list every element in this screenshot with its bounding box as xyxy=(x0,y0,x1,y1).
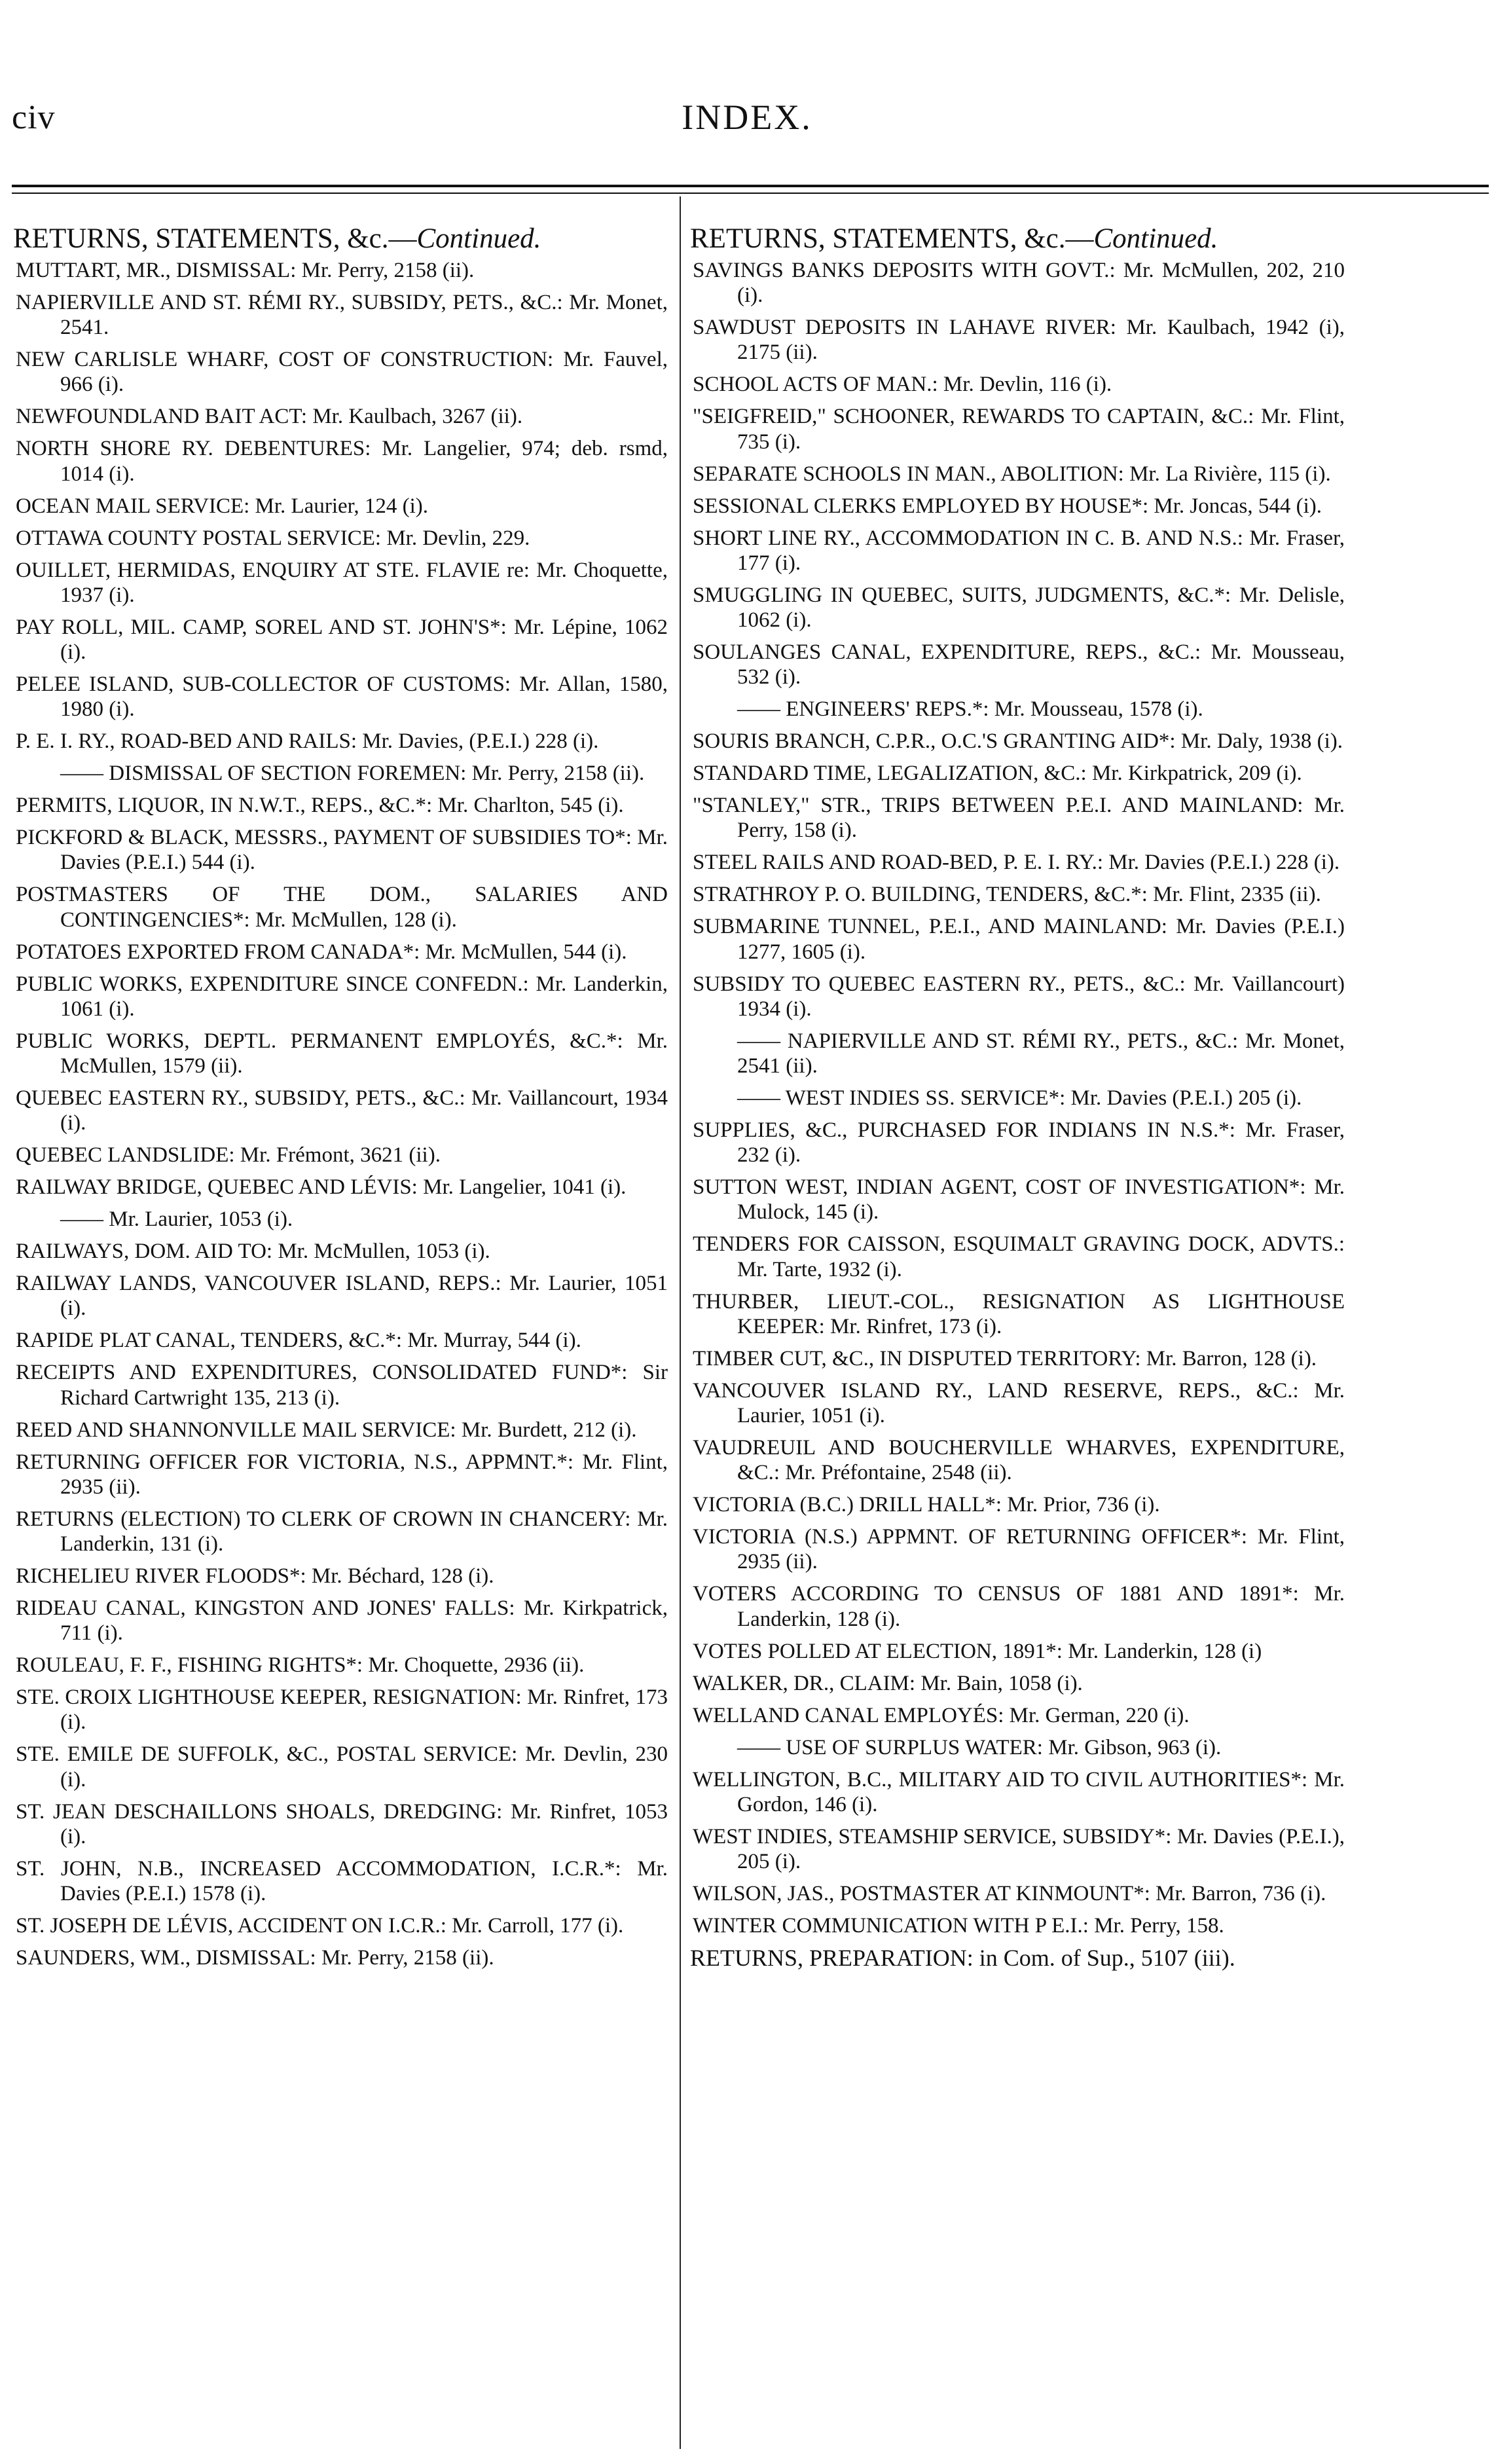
index-entry: —— DISMISSAL OF SECTION FOREMEN: Mr. Perry, 2158 (ii). xyxy=(60,762,645,786)
index-entry: RETURNING OFFICER FOR VICTORIA, N.S., APPMNT.*: Mr. Flint, 2935 (ii). xyxy=(16,1450,668,1499)
index-entry: RIDEAU CANAL, KINGSTON AND JONES' FALLS: Mr. Kirkpatrick, 711 (i). xyxy=(16,1596,668,1646)
index-entry: NEW CARLISLE WHARF, COST OF CONSTRUCTION: Mr. Fauvel, 966 (i). xyxy=(16,348,668,397)
index-entry: SAVINGS BANKS DEPOSITS WITH GOVT.: Mr. McMullen, 202, 210 (i). xyxy=(693,259,1345,308)
index-entry: SUTTON WEST, INDIAN AGENT, COST OF INVESTIGATION*: Mr. Mulock, 145 (i). xyxy=(693,1175,1345,1224)
left-column-header xyxy=(13,223,668,255)
left-header-continued: Continued. xyxy=(416,223,541,254)
index-entry: —— NAPIERVILLE AND ST. RÉMI RY., PETS., &C.: Mr. Monet, 2541 (ii). xyxy=(737,1029,1345,1078)
index-entry: SESSIONAL CLERKS EMPLOYED BY HOUSE*: Mr. Joncas, 544 (i). xyxy=(693,494,1322,518)
index-entry: REED AND SHANNONVILLE MAIL SERVICE: Mr. Burdett, 212 (i). xyxy=(16,1418,637,1442)
header-rule-thick xyxy=(12,185,1489,187)
index-entry: —— USE OF SURPLUS WATER: Mr. Gibson, 963 (i). xyxy=(737,1735,1222,1759)
index-entry: NEWFOUNDLAND BAIT ACT: Mr. Kaulbach, 3267 (ii). xyxy=(16,405,523,429)
index-entry: RAILWAY LANDS, VANCOUVER ISLAND, REPS.: Mr. Laurier, 1051 (i). xyxy=(16,1272,668,1321)
left-entries xyxy=(13,258,668,1970)
index-entry: RICHELIEU RIVER FLOODS*: Mr. Béchard, 128 (i). xyxy=(16,1564,494,1589)
index-entry: SUPPLIES, &C., PURCHASED FOR INDIANS IN N.S.*: Mr. Fraser, 232 (i). xyxy=(693,1118,1345,1168)
left-header-text: RETURNS, STATEMENTS, &c.— xyxy=(13,223,417,254)
index-entry: SOURIS BRANCH, C.P.R., O.C.'S GRANTING AID*: Mr. Daly, 1938 (i). xyxy=(693,729,1343,754)
index-entry: VOTES POLLED AT ELECTION, 1891*: Mr. Landerkin, 128 (i) xyxy=(693,1639,1262,1663)
index-entry: PUBLIC WORKS, EXPENDITURE SINCE CONFEDN.: Mr. Landerkin, 1061 (i). xyxy=(16,972,668,1021)
index-entry: OUILLET, HERMIDAS, ENQUIRY AT STE. FLAVIE re: Mr. Choquette, 1937 (i). xyxy=(16,558,668,607)
right-header-text: RETURNS, STATEMENTS, &c.— xyxy=(690,223,1094,254)
index-entry: SCHOOL ACTS OF MAN.: Mr. Devlin, 116 (i). xyxy=(693,373,1112,397)
index-entry: QUEBEC EASTERN RY., SUBSIDY, PETS., &C.: Mr. Vaillancourt, 1934 (i). xyxy=(16,1086,668,1135)
index-entry: RAPIDE PLAT CANAL, TENDERS, &C.*: Mr. Murray, 544 (i). xyxy=(16,1329,581,1353)
index-entry: NORTH SHORE RY. DEBENTURES: Mr. Langelier, 974; deb. rsmd, 1014 (i). xyxy=(16,437,668,486)
index-entry: TIMBER CUT, &C., IN DISPUTED TERRITORY: Mr. Barron, 128 (i). xyxy=(693,1346,1317,1370)
index-entry: ST. JOSEPH DE LÉVIS, ACCIDENT ON I.C.R.: Mr. Carroll, 177 (i). xyxy=(16,1914,624,1938)
header-rule-thin xyxy=(12,193,1489,194)
index-entry: —— ENGINEERS' REPS.*: Mr. Mousseau, 1578 (i). xyxy=(737,697,1203,722)
index-entry: TENDERS FOR CAISSON, ESQUIMALT GRAVING DOCK, ADVTS.: Mr. Tarte, 1932 (i). xyxy=(693,1232,1345,1281)
index-entry: —— Mr. Laurier, 1053 (i). xyxy=(60,1207,293,1232)
index-entry: OCEAN MAIL SERVICE: Mr. Laurier, 124 (i). xyxy=(16,494,428,518)
index-entry: SEPARATE SCHOOLS IN MAN., ABOLITION: Mr. La Rivière, 115 (i). xyxy=(693,462,1331,486)
page-title: INDEX. xyxy=(682,98,812,137)
final-index-entry: RETURNS, PREPARATION: in Com. of Sup., 5107 (iii). xyxy=(690,1945,1235,1972)
left-column xyxy=(13,223,668,1977)
index-entry: ST. JEAN DESCHAILLONS SHOALS, DREDGING: Mr. Rinfret, 1053 (i). xyxy=(16,1799,668,1848)
index-entry: WELLAND CANAL EMPLOYÉS: Mr. German, 220 (i). xyxy=(693,1703,1190,1727)
index-entry: RECEIPTS AND EXPENDITURES, CONSOLIDATED FUND*: Sir Richard Cartwright 135, 213 (i). xyxy=(16,1361,668,1410)
index-entry: RAILWAYS, DOM. AID TO: Mr. McMullen, 1053 (i). xyxy=(16,1240,490,1264)
index-entry: SAWDUST DEPOSITS IN LAHAVE RIVER: Mr. Kaulbach, 1942 (i), 2175 (ii). xyxy=(693,316,1345,365)
index-entry: PELEE ISLAND, SUB-COLLECTOR OF CUSTOMS: Mr. Allan, 1580, 1980 (i). xyxy=(16,672,668,722)
index-entry: SUBMARINE TUNNEL, P.E.I., AND MAINLAND: Mr. Davies (P.E.I.) 1277, 1605 (i). xyxy=(693,915,1345,964)
index-entry: NAPIERVILLE AND ST. RÉMI RY., SUBSIDY, PETS., &C.: Mr. Monet, 2541. xyxy=(16,291,668,340)
index-entry: WILSON, JAS., POSTMASTER AT KINMOUNT*: Mr. Barron, 736 (i). xyxy=(693,1882,1326,1906)
index-entry: STE. EMILE DE SUFFOLK, &C., POSTAL SERVICE: Mr. Devlin, 230 (i). xyxy=(16,1742,668,1792)
index-entry: PUBLIC WORKS, DEPTL. PERMANENT EMPLOYÉS, &C.*: Mr. McMullen, 1579 (ii). xyxy=(16,1029,668,1078)
right-entries xyxy=(690,258,1345,1938)
index-entry: MUTTART, MR., DISMISSAL: Mr. Perry, 2158 (ii). xyxy=(16,259,475,282)
right-final-block xyxy=(690,1945,1345,1972)
index-entry: P. E. I. RY., ROAD-BED AND RAILS: Mr. Davies, (P.E.I.) 228 (i). xyxy=(16,729,599,754)
right-header-continued: Continued. xyxy=(1093,223,1218,254)
index-entry: "SEIGFREID," SCHOONER, REWARDS TO CAPTAIN, &C.: Mr. Flint, 735 (i). xyxy=(693,405,1345,454)
index-entry: STANDARD TIME, LEGALIZATION, &C.: Mr. Kirkpatrick, 209 (i). xyxy=(693,762,1302,786)
index-entry: VICTORIA (B.C.) DRILL HALL*: Mr. Prior, 736 (i). xyxy=(693,1493,1160,1517)
index-entry: ROULEAU, F. F., FISHING RIGHTS*: Mr. Choquette, 2936 (ii). xyxy=(16,1653,585,1678)
index-entry: STE. CROIX LIGHTHOUSE KEEPER, RESIGNATION: Mr. Rinfret, 173 (i). xyxy=(16,1685,668,1735)
index-entry: STEEL RAILS AND ROAD-BED, P. E. I. RY.: Mr. Davies (P.E.I.) 228 (i). xyxy=(693,851,1340,875)
index-entry: "STANLEY," STR., TRIPS BETWEEN P.E.I. AND MAINLAND: Mr. Perry, 158 (i). xyxy=(693,794,1345,843)
index-entry: VAUDREUIL AND BOUCHERVILLE WHARVES, EXPENDITURE, &C.: Mr. Préfontaine, 2548 (ii). xyxy=(693,1436,1345,1485)
index-entry: SAUNDERS, WM., DISMISSAL: Mr. Perry, 2158 (ii). xyxy=(16,1946,494,1970)
index-entry: POTATOES EXPORTED FROM CANADA*: Mr. McMullen, 544 (i). xyxy=(16,940,627,964)
index-entry: STRATHROY P. O. BUILDING, TENDERS, &C.*: Mr. Flint, 2335 (ii). xyxy=(693,883,1321,907)
index-entry: QUEBEC LANDSLIDE: Mr. Frémont, 3621 (ii). xyxy=(16,1143,441,1168)
index-entry: WELLINGTON, B.C., MILITARY AID TO CIVIL AUTHORITIES*: Mr. Gordon, 146 (i). xyxy=(693,1767,1345,1816)
index-entry: OTTAWA COUNTY POSTAL SERVICE: Mr. Devlin, 229. xyxy=(16,526,530,550)
right-column xyxy=(690,223,1345,1979)
index-entry: ST. JOHN, N.B., INCREASED ACCOMMODATION, I.C.R.*: Mr. Davies (P.E.I.) 1578 (i). xyxy=(16,1856,668,1906)
index-entry: VICTORIA (N.S.) APPMNT. OF RETURNING OFFICER*: Mr. Flint, 2935 (ii). xyxy=(693,1525,1345,1574)
index-entry: RETURNS (ELECTION) TO CLERK OF CROWN IN CHANCERY: Mr. Landerkin, 131 (i). xyxy=(16,1507,668,1556)
index-entry: SHORT LINE RY., ACCOMMODATION IN C. B. AND N.S.: Mr. Fraser, 177 (i). xyxy=(693,526,1345,575)
index-entry: SUBSIDY TO QUEBEC EASTERN RY., PETS., &C.: Mr. Vaillancourt) 1934 (i). xyxy=(693,972,1345,1021)
index-entry: SOULANGES CANAL, EXPENDITURE, REPS., &C.: Mr. Mousseau, 532 (i). xyxy=(693,640,1345,690)
index-entry: VOTERS ACCORDING TO CENSUS OF 1881 AND 1891*: Mr. Landerkin, 128 (i). xyxy=(693,1582,1345,1631)
index-entry: POSTMASTERS OF THE DOM., SALARIES AND CONTINGENCIES*: Mr. McMullen, 128 (i). xyxy=(16,883,668,932)
index-entry: WEST INDIES, STEAMSHIP SERVICE, SUBSIDY*: Mr. Davies (P.E.I.), 205 (i). xyxy=(693,1824,1345,1874)
index-entry: —— WEST INDIES SS. SERVICE*: Mr. Davies (P.E.I.) 205 (i). xyxy=(737,1086,1302,1111)
index-entry: WINTER COMMUNICATION WITH P E.I.: Mr. Perry, 158. xyxy=(693,1914,1224,1938)
index-entry: PAY ROLL, MIL. CAMP, SOREL AND ST. JOHN'S*: Mr. Lépine, 1062 (i). xyxy=(16,615,668,665)
column-divider xyxy=(680,196,681,2449)
index-entry: THURBER, LIEUT.-COL., RESIGNATION AS LIGHTHOUSE KEEPER: Mr. Rinfret, 173 (i). xyxy=(693,1289,1345,1338)
index-entry: PERMITS, LIQUOR, IN N.W.T., REPS., &C.*: Mr. Charlton, 545 (i). xyxy=(16,794,624,818)
index-entry: WALKER, DR., CLAIM: Mr. Bain, 1058 (i). xyxy=(693,1671,1083,1695)
index-entry: PICKFORD & BLACK, MESSRS., PAYMENT OF SUBSIDIES TO*: Mr. Davies (P.E.I.) 544 (i). xyxy=(16,826,668,875)
index-entry: SMUGGLING IN QUEBEC, SUITS, JUDGMENTS, &C.*: Mr. Delisle, 1062 (i). xyxy=(693,583,1345,633)
right-column-header xyxy=(690,223,1345,255)
index-entry: RAILWAY BRIDGE, QUEBEC AND LÉVIS: Mr. Langelier, 1041 (i). xyxy=(16,1175,627,1200)
index-entry: VANCOUVER ISLAND RY., LAND RESERVE, REPS., &C.: Mr. Laurier, 1051 (i). xyxy=(693,1378,1345,1428)
page-number: civ xyxy=(12,99,56,136)
